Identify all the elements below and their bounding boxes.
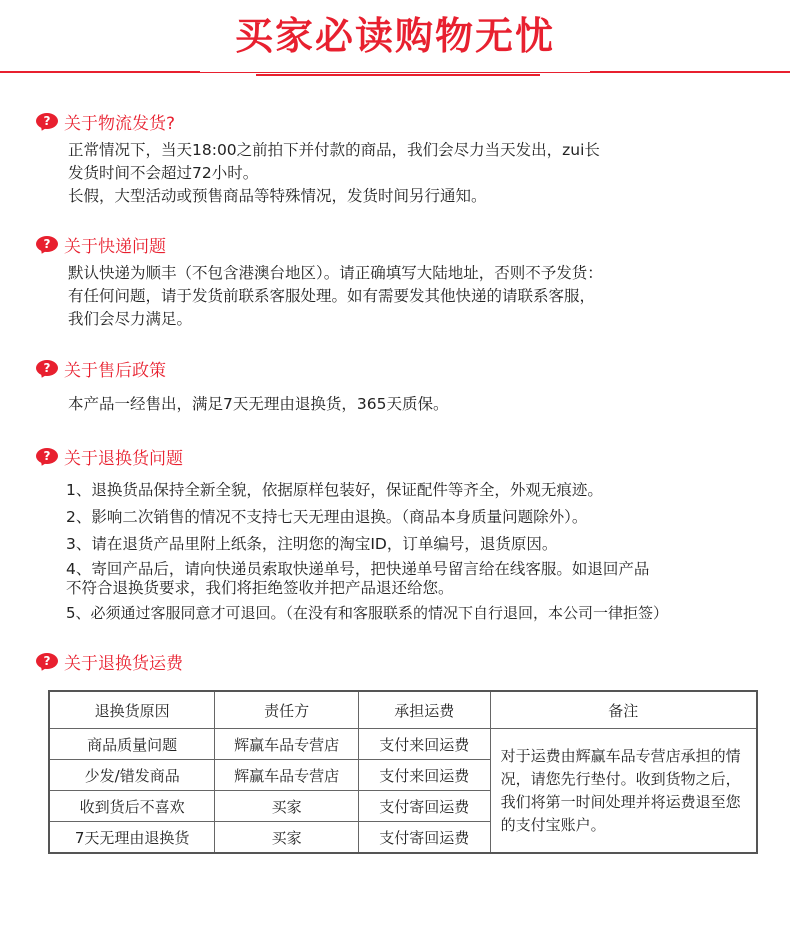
table-cell: 7天无理由退换货 — [49, 822, 215, 854]
question-bubble-icon: ? — [36, 653, 58, 670]
body-line: 发货时间不会超过72小时。 — [68, 164, 259, 182]
question-bubble-icon: ? — [36, 448, 58, 465]
list-item: 5、必须通过客服同意才可退回。（在没有和客服联系的情况下自行退回，本公司一律拒签） — [66, 604, 669, 622]
table-cell: 支付来回运费 — [358, 729, 490, 760]
section-after-sales — [36, 355, 776, 416]
column-header: 备注 — [490, 691, 757, 729]
table-cell: 商品质量问题 — [49, 729, 215, 760]
freight-table — [48, 690, 758, 854]
list-item: 1、退换货品保持全新全貌，依据原样包装好，保证配件等齐全，外观无痕迹。 — [66, 481, 603, 499]
section-title: 关于退换货问题 — [64, 448, 183, 469]
page-title: 买家必读购物无忧 — [234, 14, 555, 58]
section-shipping — [36, 108, 776, 208]
table-cell: 支付来回运费 — [358, 760, 490, 791]
table-row — [49, 729, 757, 760]
section-title: 关于物流发货? — [64, 113, 176, 134]
column-header: 承担运费 — [358, 691, 490, 729]
body-line: 有任何问题，请于发货前联系客服处理。如有需要发其他快递的请联系客服， — [68, 287, 596, 305]
question-bubble-icon: ? — [36, 236, 58, 253]
note-cell: 对于运费由辉赢车品专营店承担的情况，请您先行垫付。收到货物之后，我们将第一时间处理并将运费退至您的支付宝账户。 — [490, 729, 757, 854]
table-cell: 收到货后不喜欢 — [49, 791, 215, 822]
column-header: 责任方 — [215, 691, 359, 729]
section-title: 关于售后政策 — [64, 360, 166, 381]
section-return-freight — [36, 648, 776, 674]
table-cell: 支付寄回运费 — [358, 822, 490, 854]
table-cell: 支付寄回运费 — [358, 791, 490, 822]
header — [200, 0, 590, 72]
section-body — [68, 262, 776, 331]
column-header: 退换货原因 — [49, 691, 215, 729]
section-returns — [36, 443, 776, 629]
title-underline — [256, 74, 540, 76]
table-cell: 辉赢车品专营店 — [215, 729, 359, 760]
table-cell: 辉赢车品专营店 — [215, 760, 359, 791]
body-line: 默认快递为顺丰（不包含港澳台地区）。请正确填写大陆地址，否则不予发货： — [68, 264, 603, 282]
section-body — [68, 139, 776, 208]
table-header-row — [49, 691, 757, 729]
section-title: 关于退换货运费 — [64, 653, 183, 674]
body-line: 长假，大型活动或预售商品等特殊情况，发货时间另行通知。 — [68, 187, 487, 205]
table-cell: 买家 — [215, 791, 359, 822]
list-item: 3、请在退货产品里附上纸条，注明您的淘宝ID，订单编号，退货原因。 — [66, 535, 558, 553]
list-item: 4、寄回产品后，请向快递员索取快递单号，把快递单号留言给在线客服。如退回产品 不符合退换货要求，我们将拒绝签收并把产品退还给您。 — [66, 560, 650, 597]
section-title: 关于快递问题 — [64, 236, 166, 257]
section-body — [68, 393, 776, 416]
returns-list — [66, 479, 776, 625]
list-item: 2、影响二次销售的情况不支持七天无理由退换。（商品本身质量问题除外）。 — [66, 508, 588, 526]
table-cell: 买家 — [215, 822, 359, 854]
table-cell: 少发/错发商品 — [49, 760, 215, 791]
body-line: 本产品一经售出，满足7天无理由退换货，365天质保。 — [68, 395, 449, 413]
question-bubble-icon: ? — [36, 113, 58, 130]
question-bubble-icon: ? — [36, 360, 58, 377]
body-line: 正常情况下，当天18:00之前拍下并付款的商品，我们会尽力当天发出，zui长 — [68, 141, 600, 159]
section-express — [36, 231, 776, 331]
body-line: 我们会尽力满足。 — [68, 310, 193, 328]
